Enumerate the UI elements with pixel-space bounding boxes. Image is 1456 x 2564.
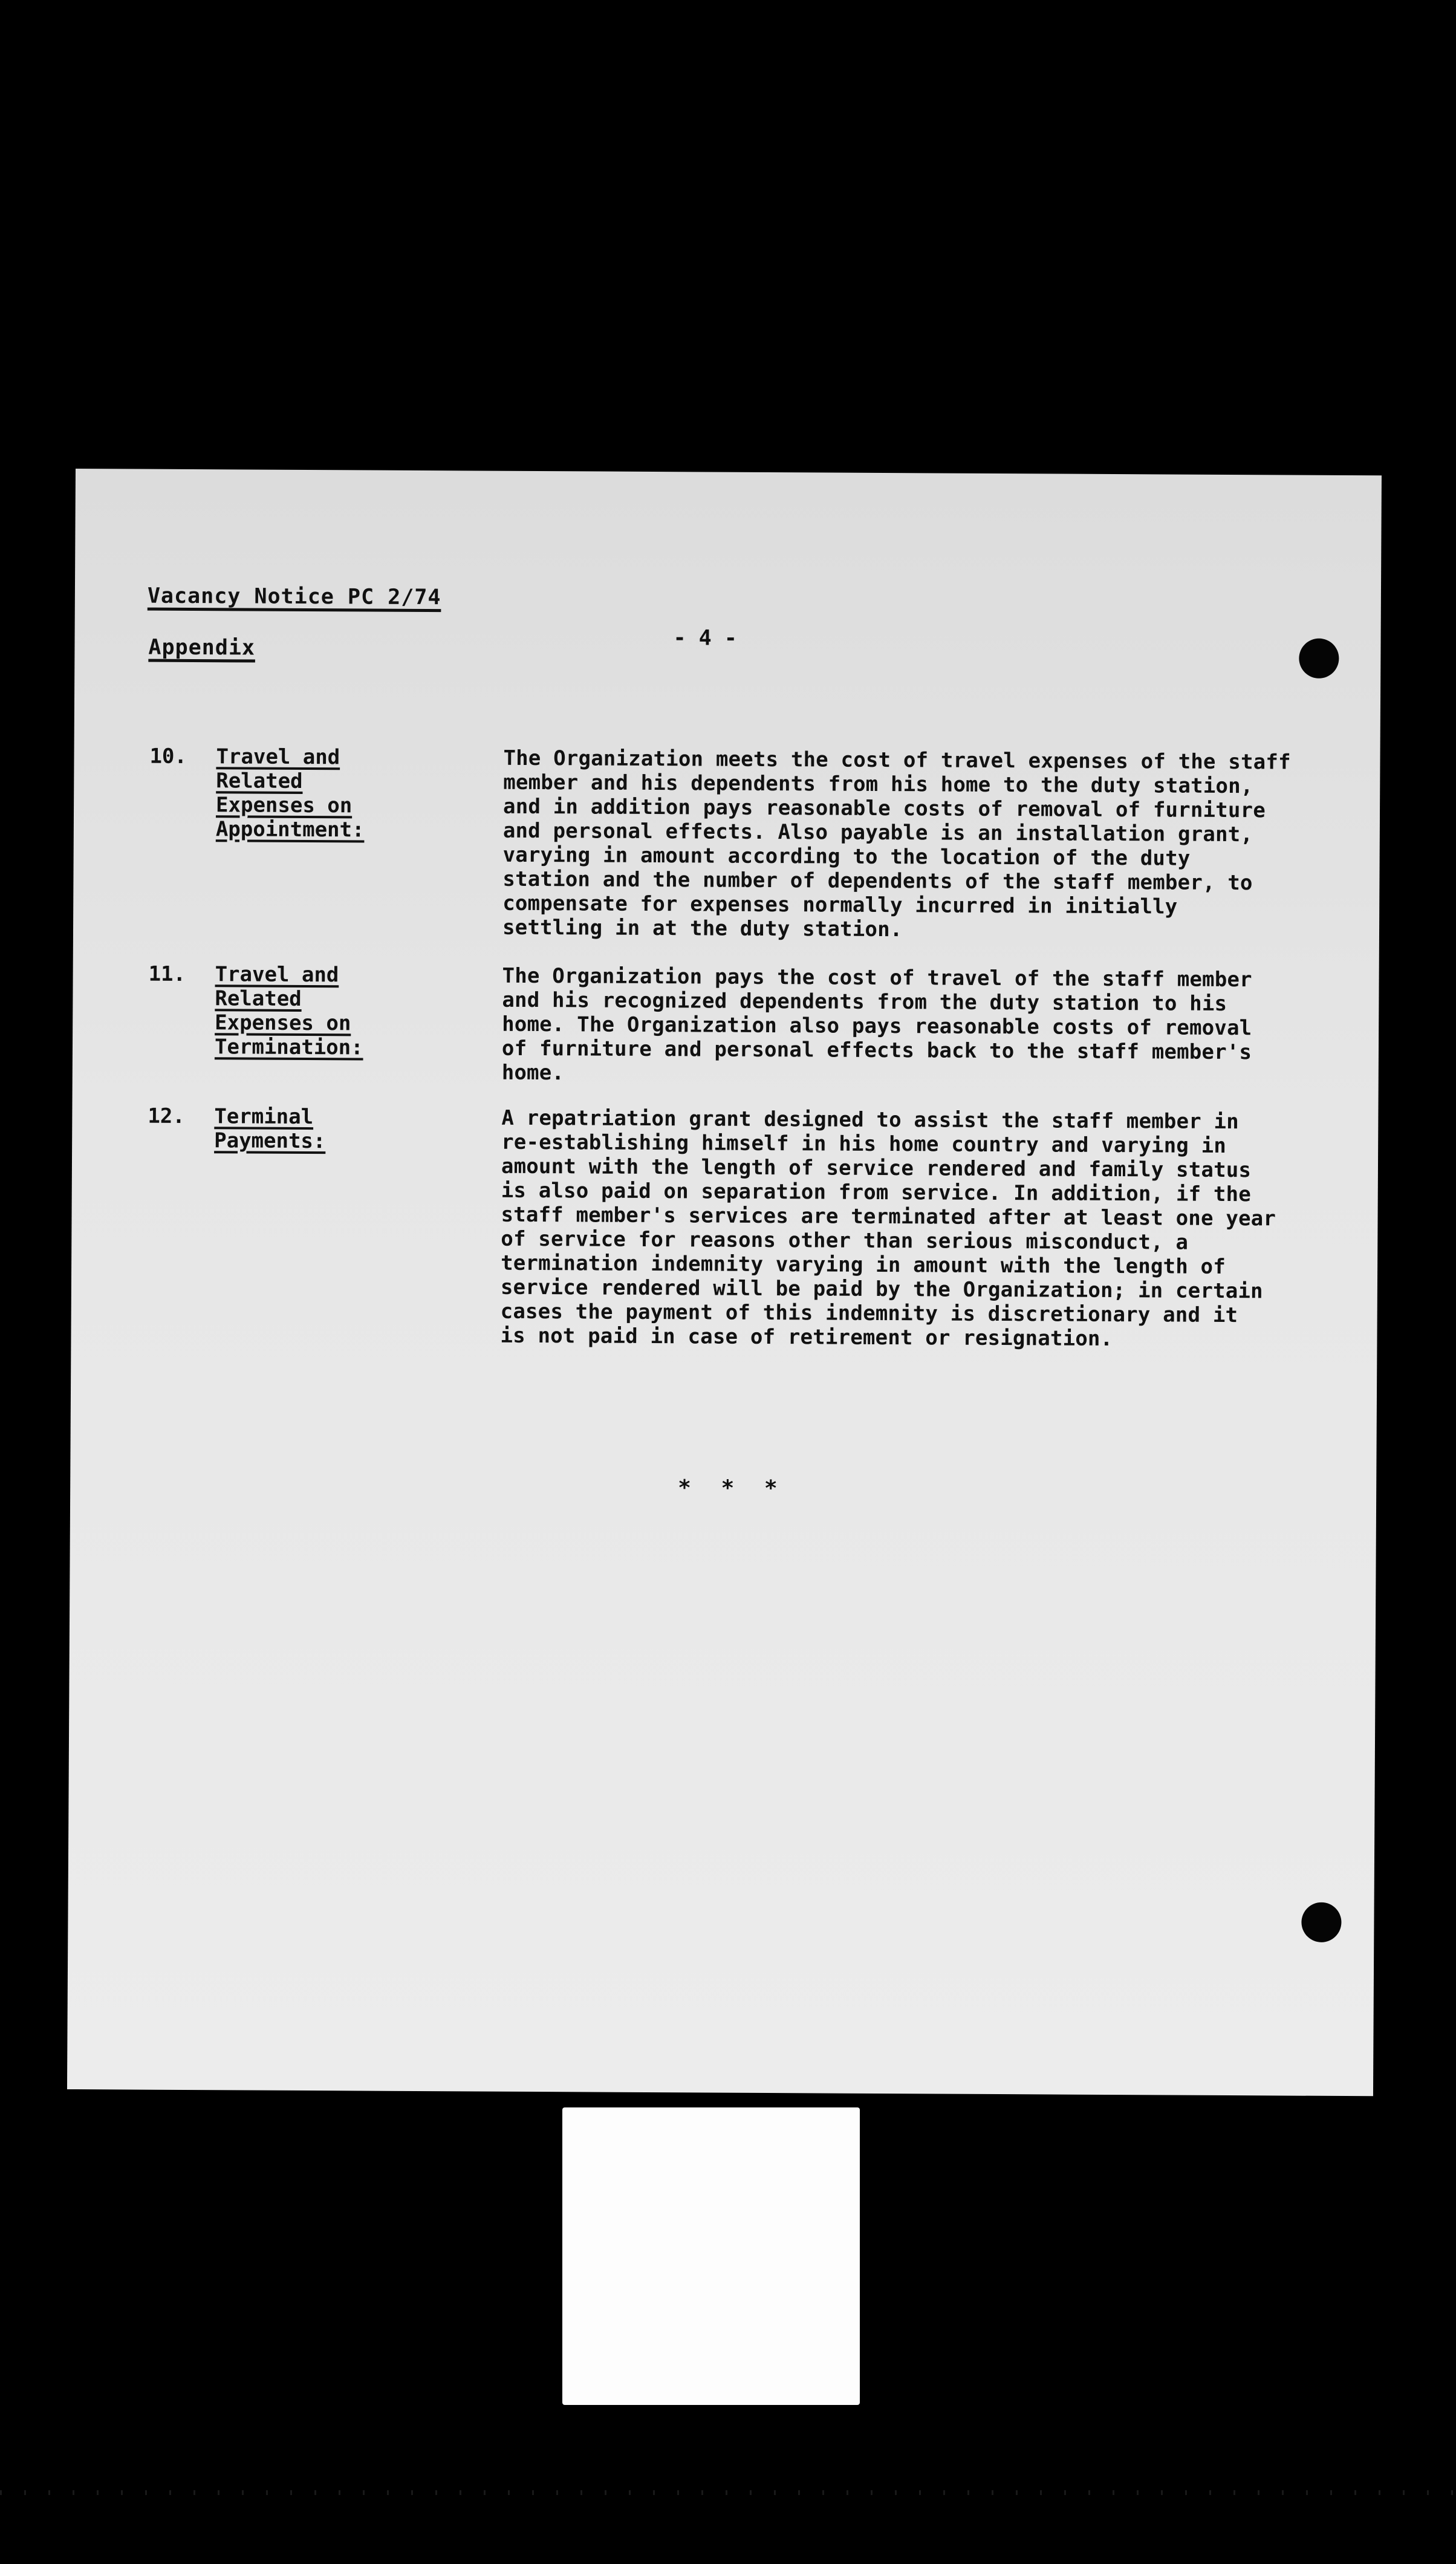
section-number: 11.	[148, 962, 186, 986]
punch-hole-bottom	[1301, 1902, 1341, 1942]
section-12	[148, 1104, 1297, 1352]
section-label: Terminal Payments:	[214, 1104, 326, 1154]
page-number: - 4 -	[673, 626, 738, 651]
section-body: The Organization pays the cost of travel of the staff member and his recognized dependents from the duty station to his home. The Organization also pays reasonable costs of removal of furniture and personal effects back to the staff member's home.	[501, 963, 1252, 1085]
section-label: Travel and Related Expenses on Appointment:	[215, 744, 365, 842]
section-body: A repatriation grant designed to assist the staff member in re-establishing himself in his home country and varying in amount with the length of service rendered and family status is also paid on separation from service. In addition, if the staff member's services are terminated after at least one year of service for reasons other than serious misconduct, a termination indemnity varying in amount with the length of service rendered will be paid by the Organization; in certain cases the payment of this indemnity is discretionary and it is not paid in case of retirement or resignation.	[500, 1105, 1276, 1352]
blank-target-card	[562, 2107, 860, 2405]
section-11	[148, 962, 1298, 1085]
appendix-heading: Appendix	[148, 635, 256, 660]
end-of-document-mark: * * *	[678, 1476, 786, 1502]
document-page	[67, 469, 1382, 2096]
punch-hole-top	[1299, 639, 1339, 678]
film-edge-strip	[0, 2490, 1456, 2495]
section-number: 10.	[149, 744, 187, 769]
vacancy-notice-title: Vacancy Notice PC 2/74	[147, 584, 441, 610]
section-label: Travel and Related Expenses on Termination:	[214, 962, 363, 1060]
section-body: The Organization meets the cost of travel expenses of the staff member and his dependents from his home to the duty station, and in addition pays reasonable costs of removal of furniture and personal effects. Also payable is an installation grant, varying in amount according to the location of the duty station and the number of dependents of the staff member, to compensate for expenses normally incurred in initially settling in at the duty station.	[502, 746, 1291, 942]
section-number: 12.	[148, 1104, 185, 1128]
section-10	[149, 744, 1299, 942]
